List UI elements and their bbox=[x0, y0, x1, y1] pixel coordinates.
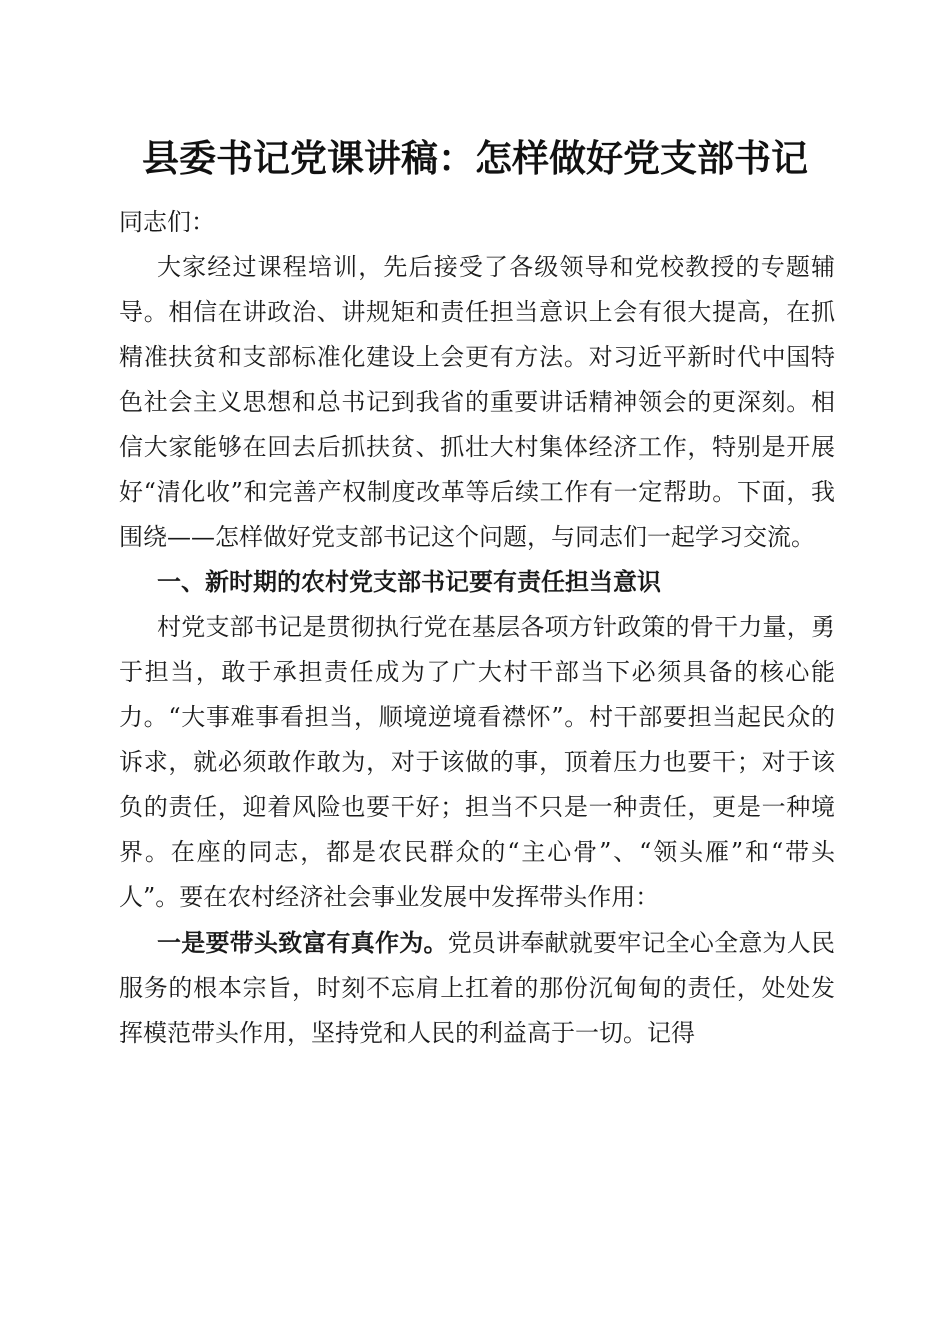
document-body bbox=[119, 200, 835, 1056]
salutation: 同志们： bbox=[119, 208, 215, 236]
paragraph-intro: 大家经过课程培训，先后接受了各级领导和党校教授的专题辅导。相信在讲政治、讲规矩和责任担当意识上会有很大提高，在抓精准扶贫和支部标准化建设上会更有方法。对习近平新时代中国特色社会主义思想和总书记到我省的重要讲话精神领会的更深刻。相信大家能够在回去后抓扶贫、抓壮大村集体经济工作，特别是开展好“清化收”和完善产权制度改革等后续工作有一定帮助。下面，我围绕——怎样做好党支部书记这个问题，与同志们一起学习交流。 bbox=[119, 253, 835, 551]
point-one-lead: 一是要带头致富有真作为。 bbox=[157, 928, 448, 957]
point-one-text: 党员讲奉献就要牢记全心全意为人民服务的根本宗旨，时刻不忘肩上扛着的那份沉甸甸的责任，处处发挥模范带头作用，坚持党和人民的利益高于一切。记得 bbox=[119, 929, 836, 1047]
paragraph-responsibility: 村党支部书记是贯彻执行党在基层各项方针政策的骨干力量，勇于担当，敢于承担责任成为了广大村干部当下必须具备的核心能力。“大事难事看担当，顺境逆境看襟怀”。村干部要担当起民众的诉求，就必须敢作敢为，对于该做的事，顶着压力也要干；对于该负的责任，迎着风险也要干好；担当不只是一种责任，更是一种境界。在座的同志，都是农民群众的“主心骨”、“领头雁”和“带头人”。要在农村经济社会事业发展中发挥带头作用： bbox=[119, 613, 835, 911]
paragraph-point-one bbox=[119, 920, 835, 1056]
section-heading-1: 一、新时期的农村党支部书记要有责任担当意识 bbox=[157, 568, 661, 596]
document-title: 县委书记党课讲稿：怎样做好党支部书记 bbox=[142, 136, 808, 180]
